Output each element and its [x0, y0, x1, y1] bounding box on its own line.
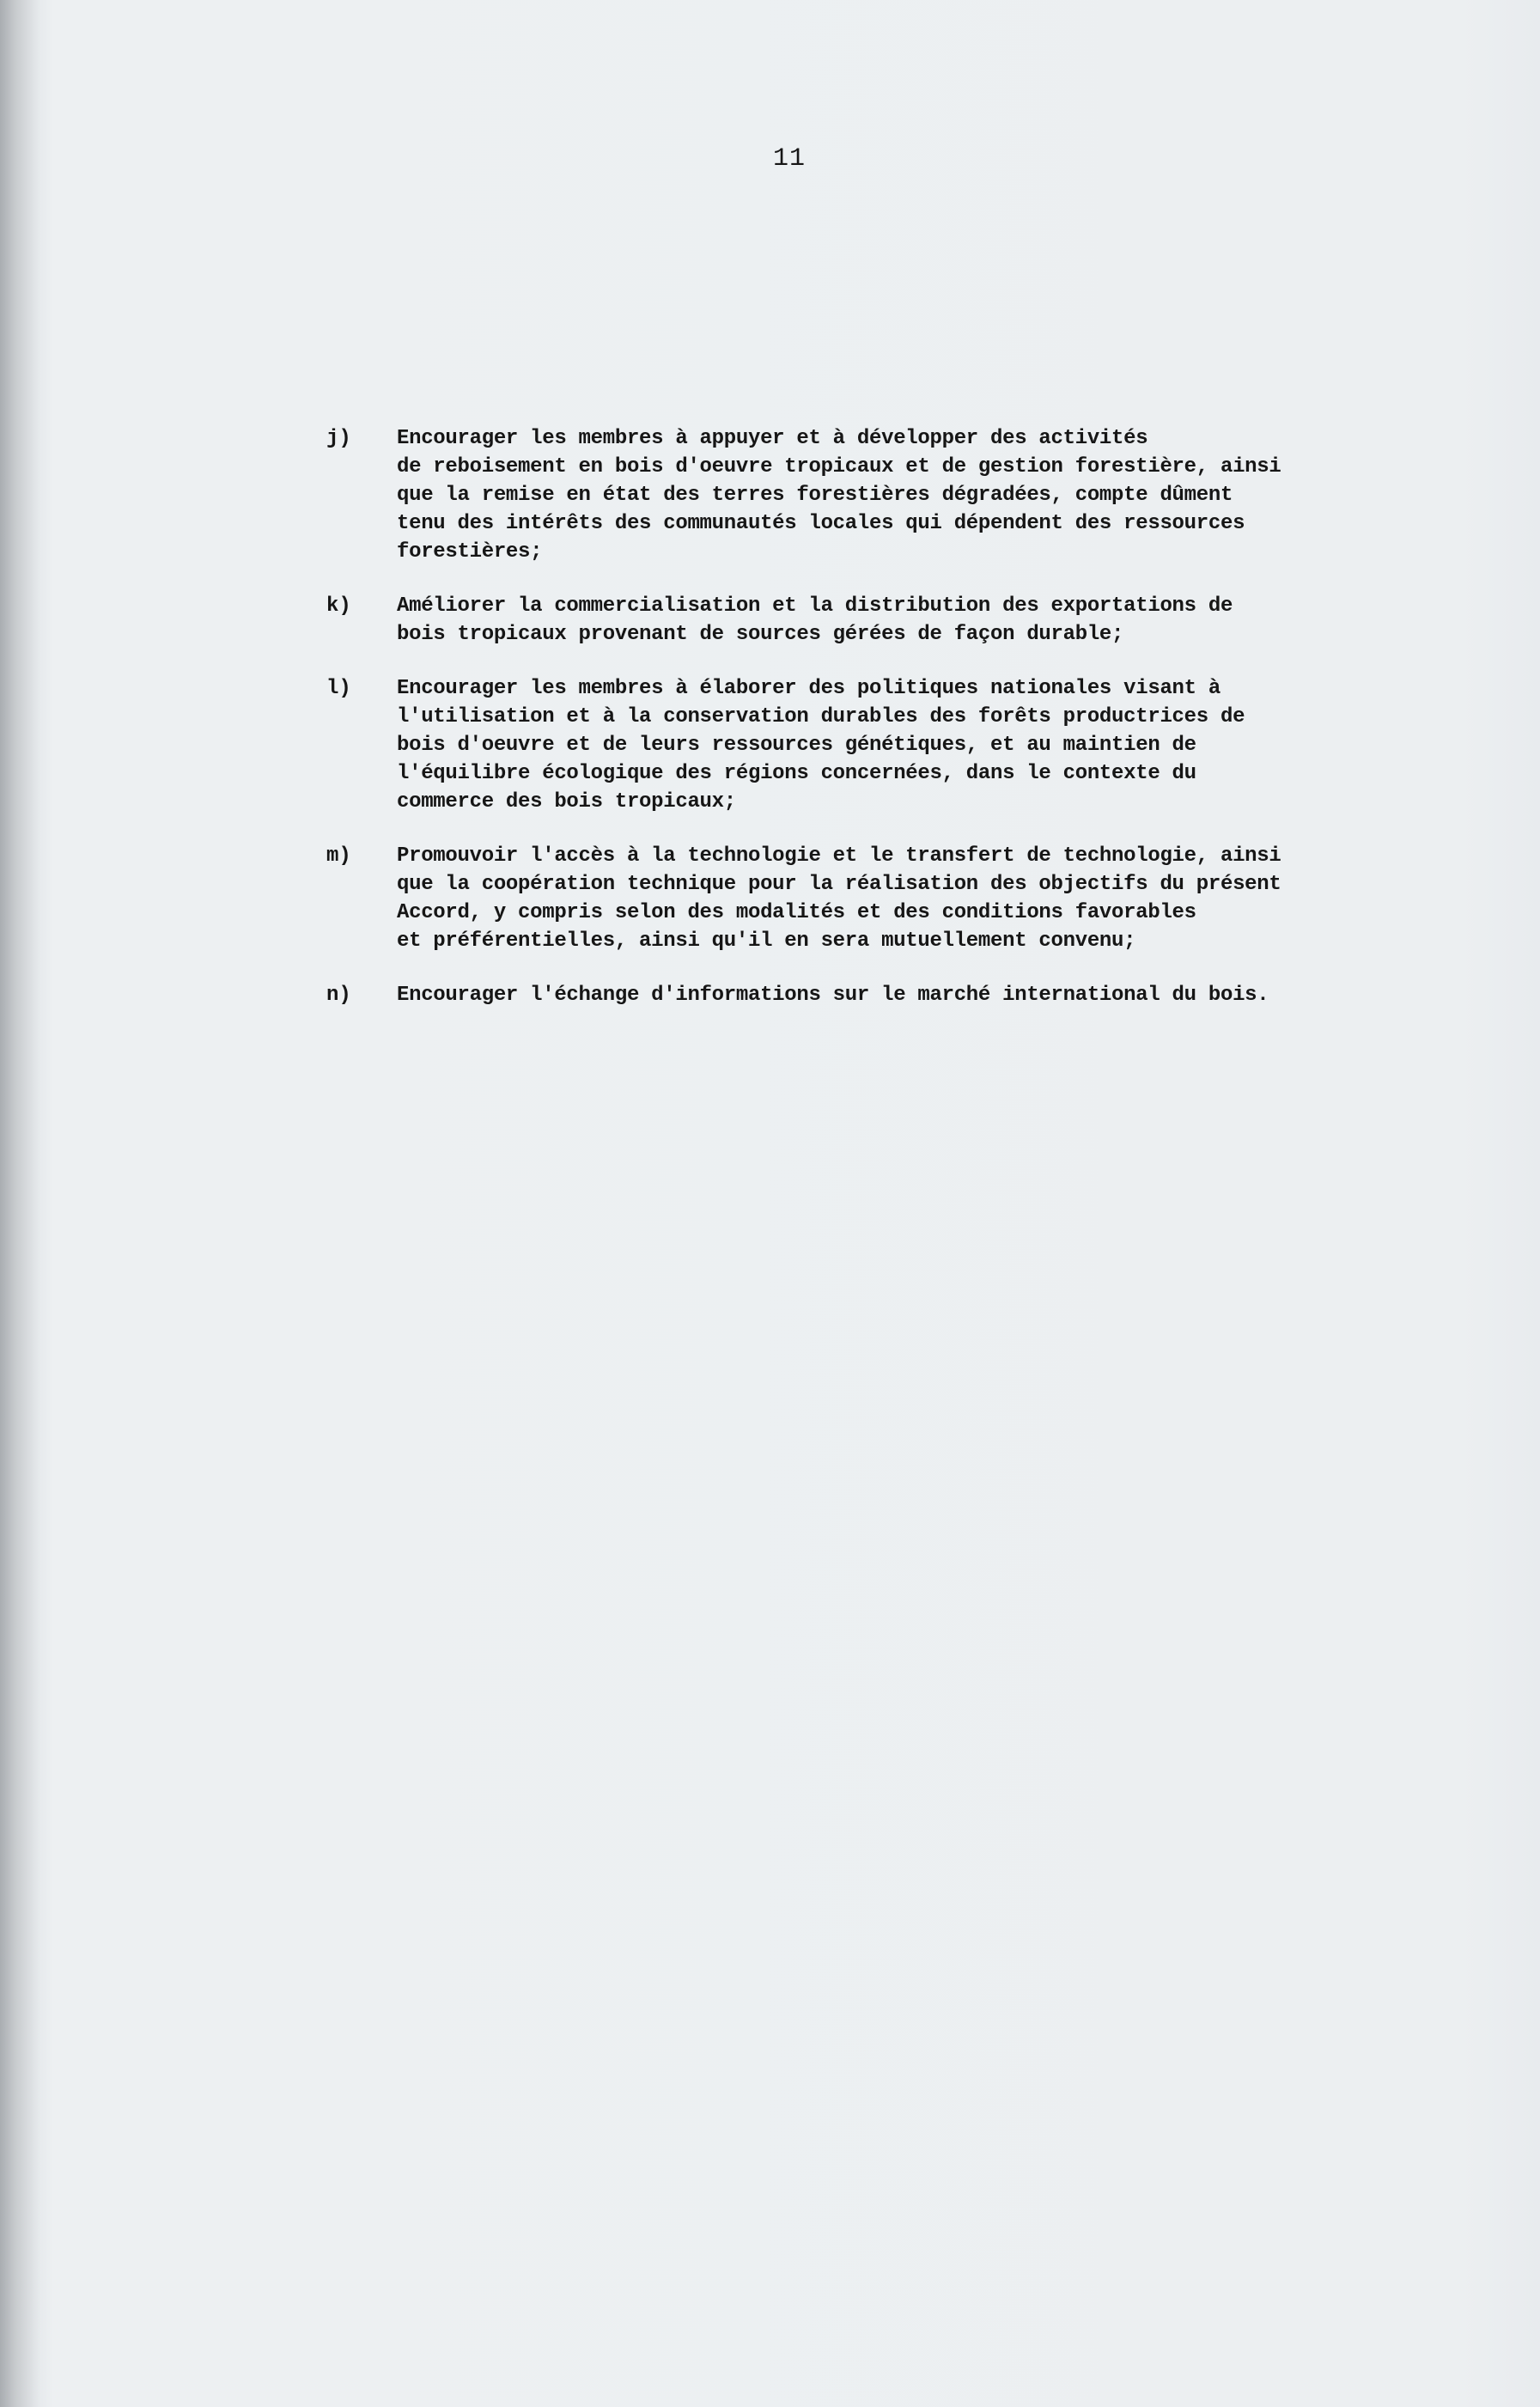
item-label: n) [326, 984, 351, 1007]
item-label: k) [326, 594, 351, 618]
list-item-k [326, 592, 1443, 649]
item-label: j) [326, 427, 351, 450]
item-label: m) [326, 844, 351, 868]
item-text: Promouvoir l'accès à la technologie et le transfert de technologie, ainsi que la coopération technique pour la réalisation des objectifs du présent Accord, y compris selon des modalités et des conditions favorables et préférentielles, ainsi qu'il en sera mutuellement convenu; [397, 844, 1281, 953]
item-text: Encourager les membres à élaborer des politiques nationales visant à l'utilisation et à la conservation durables des forêts productrices de bois d'oeuvre et de leurs ressources génétiques, et au maintien de l'équilibre écologique des régions concernées, dans le contexte du commerce des bois tropicaux; [397, 677, 1245, 814]
list-item-n [326, 981, 1443, 1009]
item-text: Améliorer la commercialisation et la distribution des exportations de bois tropicaux provenant de sources gérées de façon durable; [397, 594, 1233, 646]
list-item-j [326, 424, 1443, 566]
objectives-list [326, 424, 1443, 1035]
page-number: 11 [773, 144, 807, 174]
item-text: Encourager l'échange d'informations sur le marché international du bois. [397, 984, 1269, 1007]
item-label: l) [326, 677, 351, 700]
item-text: Encourager les membres à appuyer et à développer des activités de reboisement en bois d'oeuvre tropicaux et de gestion forestière, ainsi que la remise en état des terres forestières dégradées, compte dûment tenu des intérêts des communautés locales qui dépendent des ressources forestières; [397, 427, 1281, 564]
list-item-m [326, 842, 1443, 955]
list-item-l [326, 674, 1443, 816]
